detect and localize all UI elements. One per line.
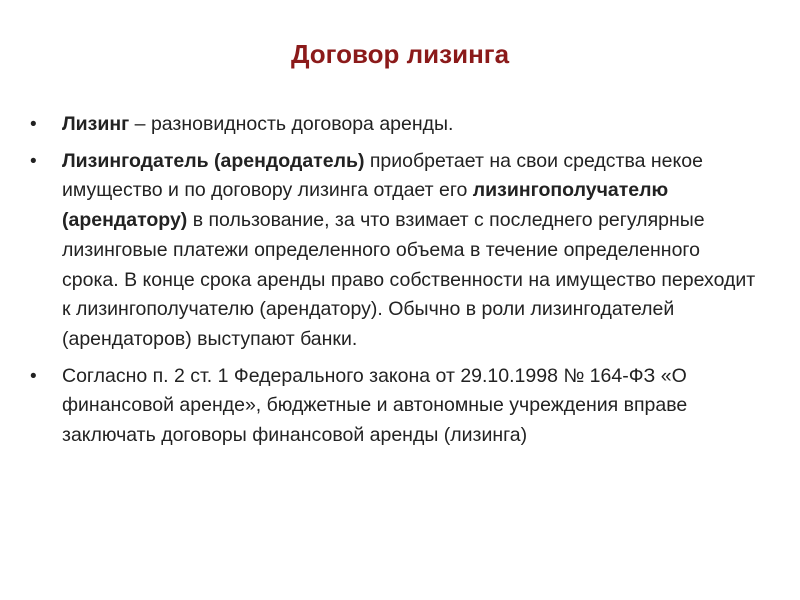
lessee-text: в пользование, за что взимает с последнего регулярные лизинговые платежи определенного объема в течение определенного срока. В конце срока аренды право собственности на имущество переходит к лизингополучателю (арендатору). Обычно в роли лизингодателей (арендаторов) выступают банки.	[62, 209, 756, 350]
bullet-item-law-reference	[30, 362, 760, 451]
definition-text: – разновидность договора аренды.	[129, 113, 454, 135]
term-leasing: Лизинг	[62, 113, 130, 135]
law-text: Согласно п. 2 ст. 1 Федерального закона от 29.10.1998 № 164-ФЗ «О финансовой аренде», бюджетные и автономные учреждения вправе заключать договоры финансовой аренды (лизинга)	[62, 364, 688, 447]
bullet-icon: •	[30, 365, 37, 387]
term-lessee: лизингополучателю (арендатору)	[62, 179, 669, 232]
bullet-icon: •	[30, 150, 37, 172]
bullet-item-leasing-definition	[30, 110, 760, 140]
term-lessor: Лизингодатель (арендодатель)	[62, 149, 365, 172]
bullet-icon: •	[30, 114, 37, 135]
lessor-text: приобретает на свои средства некое имущество и по договору лизинга отдает его	[62, 149, 703, 202]
bullet-item-lessor-description	[30, 147, 760, 355]
slide-title: Договор лизинга	[290, 39, 510, 69]
bullet-list	[30, 110, 760, 458]
